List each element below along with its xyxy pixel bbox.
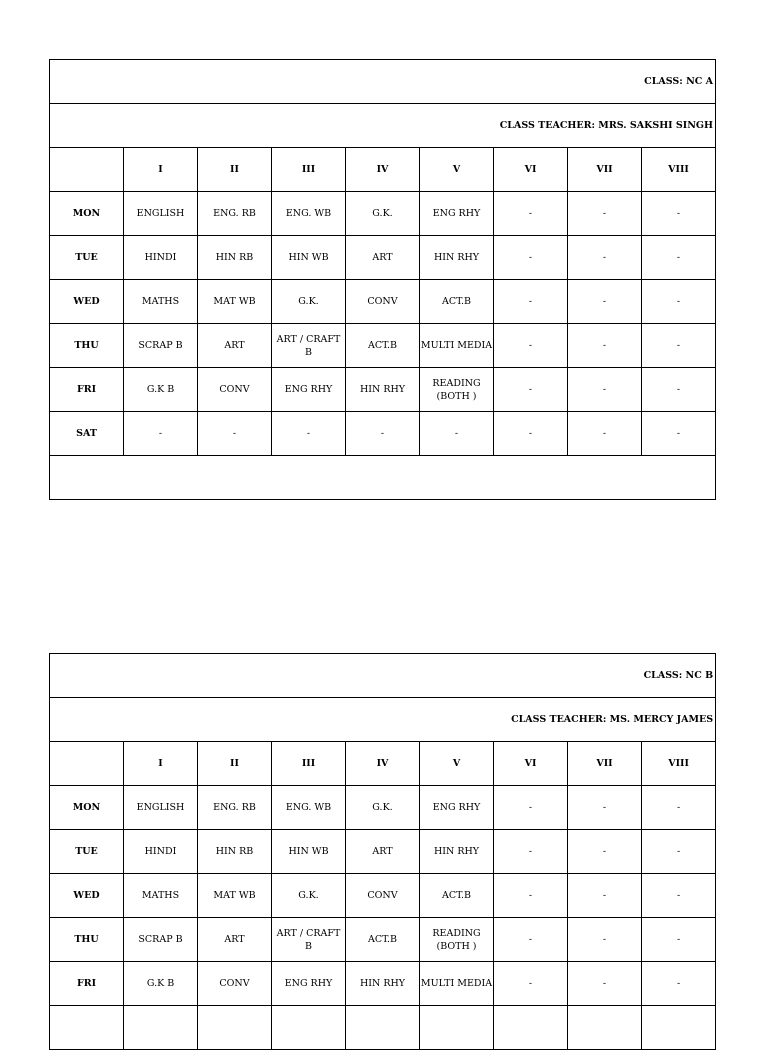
subject-cell: HIN RHY <box>346 368 420 412</box>
day-label: FRI <box>50 962 124 1006</box>
subject-cell: - <box>642 236 716 280</box>
period-header-row <box>50 742 716 786</box>
period-header: VII <box>568 148 642 192</box>
subject-text: READING (BOTH ) <box>432 377 481 402</box>
subject-cell: MAT WB <box>198 874 272 918</box>
day-label: THU <box>50 918 124 962</box>
subject-cell: - <box>494 830 568 874</box>
subject-cell: MAT WB <box>198 280 272 324</box>
subject-cell: - <box>568 412 642 456</box>
subject-cell: - <box>568 918 642 962</box>
subject-cell: G.K. <box>346 786 420 830</box>
day-label: MON <box>50 786 124 830</box>
subject-cell: - <box>642 874 716 918</box>
timetable-nc-b <box>49 653 716 1050</box>
day-label: TUE <box>50 236 124 280</box>
subject-cell: G.K. <box>272 280 346 324</box>
class-teacher-label: CLASS TEACHER: MRS. SAKSHI SINGH <box>50 104 716 148</box>
class-row <box>50 654 716 698</box>
subject-cell: - <box>642 368 716 412</box>
period-header: IV <box>346 148 420 192</box>
subject-cell: - <box>642 918 716 962</box>
subject-cell: CONV <box>346 874 420 918</box>
subject-cell: ENG RHY <box>272 368 346 412</box>
subject-cell: HIN WB <box>272 236 346 280</box>
empty-footer-cell <box>50 456 716 500</box>
subject-cell: - <box>124 412 198 456</box>
day-row-sat <box>50 412 716 456</box>
period-header-row <box>50 148 716 192</box>
day-row-wed <box>50 874 716 918</box>
subject-cell: CONV <box>198 962 272 1006</box>
subject-cell: ART <box>198 324 272 368</box>
subject-cell: - <box>568 368 642 412</box>
subject-cell: - <box>494 874 568 918</box>
subject-cell: - <box>642 962 716 1006</box>
subject-cell: - <box>568 236 642 280</box>
subject-cell: - <box>568 874 642 918</box>
subject-cell: ART <box>198 918 272 962</box>
subject-cell: MATHS <box>124 874 198 918</box>
subject-cell: G.K. <box>272 874 346 918</box>
period-header: III <box>272 148 346 192</box>
subject-cell: SCRAP B <box>124 324 198 368</box>
day-row-tue <box>50 236 716 280</box>
subject-cell: - <box>568 192 642 236</box>
corner-cell <box>50 742 124 786</box>
subject-cell: ENGLISH <box>124 192 198 236</box>
day-label: FRI <box>50 368 124 412</box>
subject-cell: - <box>642 280 716 324</box>
subject-cell: - <box>642 192 716 236</box>
subject-cell: HIN RHY <box>420 236 494 280</box>
subject-cell: - <box>494 786 568 830</box>
subject-cell <box>420 918 494 962</box>
subject-cell: - <box>494 962 568 1006</box>
subject-cell: - <box>568 962 642 1006</box>
subject-cell: MATHS <box>124 280 198 324</box>
timetable-nc-a <box>49 59 716 500</box>
subject-cell <box>198 1006 272 1050</box>
subject-cell: HIN WB <box>272 830 346 874</box>
period-header: VI <box>494 742 568 786</box>
subject-cell: CONV <box>198 368 272 412</box>
subject-cell: - <box>568 280 642 324</box>
subject-cell <box>272 1006 346 1050</box>
class-row <box>50 60 716 104</box>
subject-cell: ART <box>346 830 420 874</box>
subject-text: READING (BOTH ) <box>432 927 481 952</box>
period-header: V <box>420 742 494 786</box>
subject-cell: ACT.B <box>420 280 494 324</box>
subject-cell: ENG. RB <box>198 192 272 236</box>
period-header: III <box>272 742 346 786</box>
day-label <box>50 1006 124 1050</box>
subject-cell: SCRAP B <box>124 918 198 962</box>
teacher-row <box>50 698 716 742</box>
subject-cell: - <box>494 280 568 324</box>
subject-cell: HIN RB <box>198 830 272 874</box>
period-header: VIII <box>642 742 716 786</box>
period-header: II <box>198 742 272 786</box>
day-label: THU <box>50 324 124 368</box>
subject-cell: ART / CRAFT B <box>272 918 346 962</box>
subject-cell: - <box>568 324 642 368</box>
day-row-wed <box>50 280 716 324</box>
subject-cell: G.K B <box>124 368 198 412</box>
subject-cell <box>420 368 494 412</box>
subject-cell: ENG. WB <box>272 192 346 236</box>
period-header: IV <box>346 742 420 786</box>
corner-cell <box>50 148 124 192</box>
day-label: SAT <box>50 412 124 456</box>
subject-cell: G.K. <box>346 192 420 236</box>
period-header: I <box>124 148 198 192</box>
subject-cell: ENG RHY <box>272 962 346 1006</box>
class-teacher-label: CLASS TEACHER: MS. MERCY JAMES <box>50 698 716 742</box>
subject-cell: - <box>642 412 716 456</box>
subject-cell: - <box>642 830 716 874</box>
class-label: CLASS: NC B <box>50 654 716 698</box>
day-row-mon <box>50 192 716 236</box>
subject-cell: ACT.B <box>420 874 494 918</box>
subject-cell: - <box>420 412 494 456</box>
subject-cell: ENG RHY <box>420 192 494 236</box>
subject-cell: - <box>494 192 568 236</box>
period-header: V <box>420 148 494 192</box>
subject-cell: HINDI <box>124 236 198 280</box>
subject-cell <box>420 1006 494 1050</box>
day-row-thu <box>50 918 716 962</box>
period-header: VII <box>568 742 642 786</box>
day-row-thu <box>50 324 716 368</box>
subject-cell: ACT.B <box>346 918 420 962</box>
subject-cell: - <box>272 412 346 456</box>
subject-cell: G.K B <box>124 962 198 1006</box>
day-row-fri <box>50 368 716 412</box>
subject-cell <box>124 1006 198 1050</box>
teacher-row <box>50 104 716 148</box>
subject-cell <box>346 1006 420 1050</box>
subject-cell: HIN RHY <box>346 962 420 1006</box>
day-row-mon <box>50 786 716 830</box>
subject-cell: ENG RHY <box>420 786 494 830</box>
subject-cell <box>494 1006 568 1050</box>
period-header: VI <box>494 148 568 192</box>
subject-cell: - <box>494 918 568 962</box>
period-header: I <box>124 742 198 786</box>
day-label: MON <box>50 192 124 236</box>
day-row-tue <box>50 830 716 874</box>
period-header: II <box>198 148 272 192</box>
subject-cell: MULTI MEDIA <box>420 962 494 1006</box>
subject-cell: MULTI MEDIA <box>420 324 494 368</box>
day-label: WED <box>50 874 124 918</box>
subject-cell: - <box>494 368 568 412</box>
subject-cell <box>568 1006 642 1050</box>
subject-cell: HIN RHY <box>420 830 494 874</box>
subject-cell: ENGLISH <box>124 786 198 830</box>
day-label: WED <box>50 280 124 324</box>
period-header: VIII <box>642 148 716 192</box>
subject-cell: - <box>568 786 642 830</box>
subject-cell: ACT.B <box>346 324 420 368</box>
subject-cell: - <box>346 412 420 456</box>
subject-cell: ENG. RB <box>198 786 272 830</box>
subject-cell: - <box>642 324 716 368</box>
subject-cell: - <box>568 830 642 874</box>
subject-cell <box>642 1006 716 1050</box>
subject-cell: - <box>494 324 568 368</box>
subject-cell: HIN RB <box>198 236 272 280</box>
class-label: CLASS: NC A <box>50 60 716 104</box>
subject-cell: ART / CRAFT B <box>272 324 346 368</box>
subject-cell: ENG. WB <box>272 786 346 830</box>
subject-cell: - <box>494 412 568 456</box>
subject-cell: - <box>198 412 272 456</box>
day-label: TUE <box>50 830 124 874</box>
day-row-fri <box>50 962 716 1006</box>
footer-row <box>50 456 716 500</box>
subject-cell: - <box>642 786 716 830</box>
subject-cell: HINDI <box>124 830 198 874</box>
subject-cell: - <box>494 236 568 280</box>
subject-cell: CONV <box>346 280 420 324</box>
subject-cell: ART <box>346 236 420 280</box>
day-row-partial <box>50 1006 716 1050</box>
